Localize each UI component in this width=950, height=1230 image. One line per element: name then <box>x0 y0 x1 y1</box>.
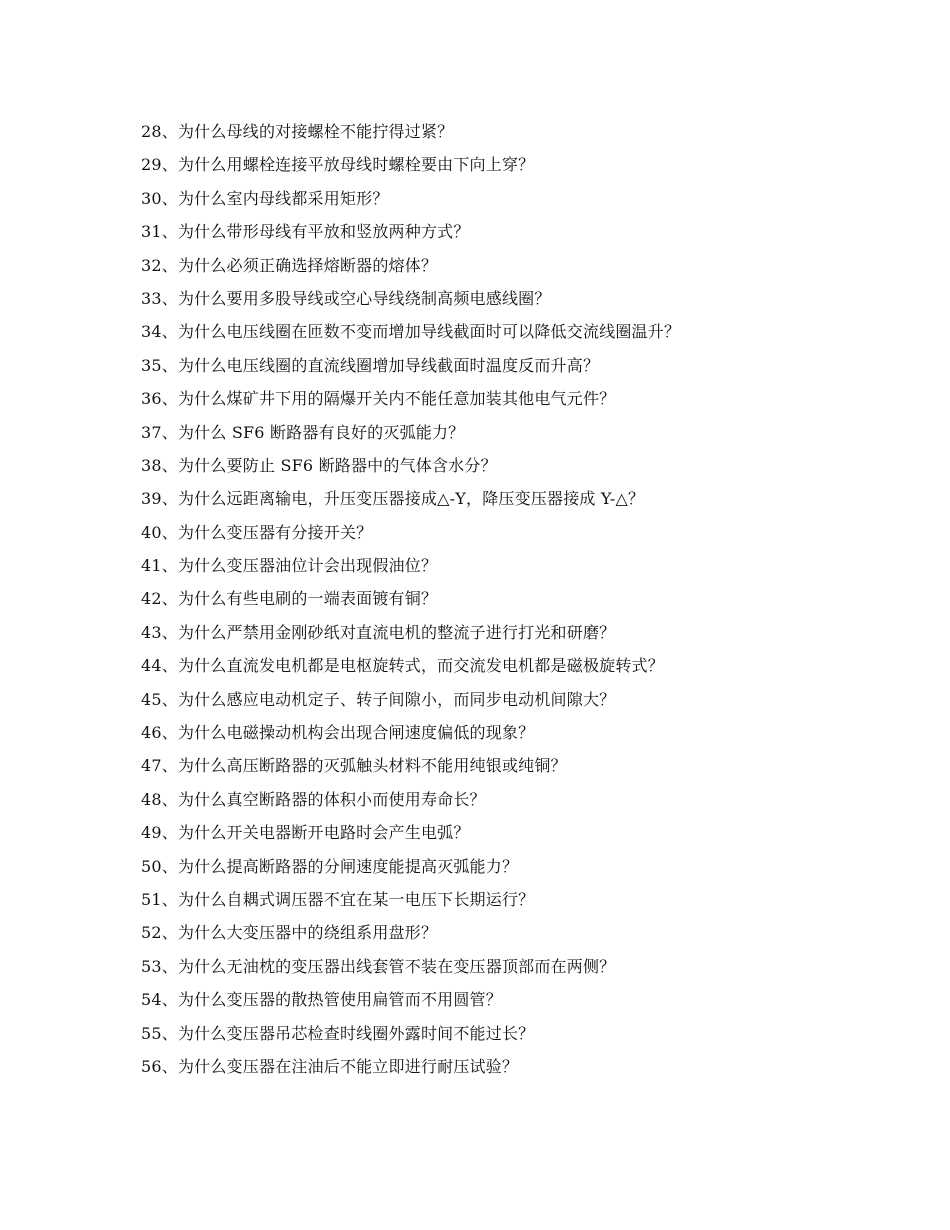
question-item: 31、为什么带形母线有平放和竖放两种方式？ <box>141 222 470 242</box>
question-item: 56、为什么变压器在注油后不能立即进行耐压试验？ <box>141 1056 519 1076</box>
question-item: 36、为什么煤矿井下用的隔爆开关内不能任意加装其他电气元件？ <box>141 389 616 409</box>
question-item: 44、为什么直流发电机都是电枢旋转式，而交流发电机都是磁极旋转式？ <box>141 656 664 676</box>
question-item: 49、为什么开关电器断开电路时会产生电弧？ <box>141 823 470 843</box>
question-item: 29、为什么用螺栓连接平放母线时螺栓要由下向上穿？ <box>141 155 535 175</box>
question-item: 41、为什么变压器油位计会出现假油位？ <box>141 556 438 576</box>
question-item: 32、为什么必须正确选择熔断器的熔体？ <box>141 255 438 275</box>
question-item: 33、为什么要用多股导线或空心导线绕制高频电感线圈？ <box>141 288 551 308</box>
question-item: 51、为什么自耦式调压器不宜在某一电压下长期运行？ <box>141 889 535 909</box>
question-item: 37、为什么 SF6 断路器有良好的灭弧能力？ <box>141 422 465 442</box>
question-item: 43、为什么严禁用金刚砂纸对直流电机的整流子进行打光和研磨？ <box>141 622 616 642</box>
question-item: 55、为什么变压器吊芯检查时线圈外露时间不能过长？ <box>141 1023 535 1043</box>
question-item: 52、为什么大变压器中的绕组系用盘形？ <box>141 923 438 943</box>
question-item: 40、为什么变压器有分接开关？ <box>141 522 373 542</box>
question-item: 30、为什么室内母线都采用矩形？ <box>141 188 389 208</box>
question-item: 28、为什么母线的对接螺栓不能拧得过紧？ <box>141 122 454 141</box>
question-item: 47、为什么高压断路器的灭弧触头材料不能用纯银或纯铜？ <box>141 756 567 776</box>
question-item: 46、为什么电磁操动机构会出现合闸速度偏低的现象？ <box>141 723 535 743</box>
question-item: 48、为什么真空断路器的体积小而使用寿命长？ <box>141 789 486 809</box>
question-item: 54、为什么变压器的散热管使用扁管而不用圆管？ <box>141 990 502 1010</box>
question-item: 34、为什么电压线圈在匝数不变而增加导线截面时可以降低交流线圈温升？ <box>141 322 681 342</box>
question-item: 42、为什么有些电刷的一端表面镀有铜？ <box>141 589 438 609</box>
question-list <box>141 115 881 1083</box>
question-item: 45、为什么感应电动机定子、转子间隙小，而同步电动机间隙大？ <box>141 689 616 709</box>
question-item: 39、为什么远距离输电，升压变压器接成△-Y，降压变压器接成 Y-△？ <box>141 489 645 509</box>
question-item: 53、为什么无油枕的变压器出线套管不装在变压器顶部而在两侧？ <box>141 956 616 976</box>
question-item: 35、为什么电压线圈的直流线圈增加导线截面时温度反而升高？ <box>141 355 600 375</box>
question-item: 50、为什么提高断路器的分闸速度能提高灭弧能力？ <box>141 856 519 876</box>
question-item: 38、为什么要防止 SF6 断路器中的气体含水分？ <box>141 455 497 475</box>
